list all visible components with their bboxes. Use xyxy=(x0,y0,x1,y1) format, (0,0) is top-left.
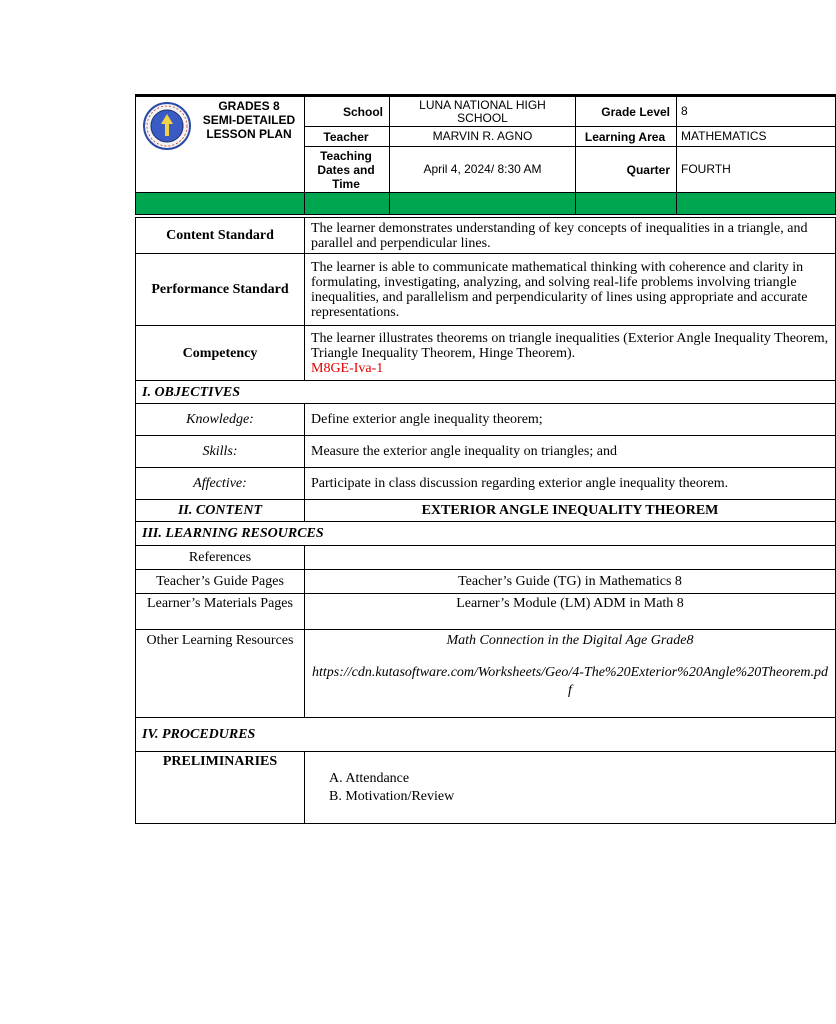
competency-cell xyxy=(305,326,836,381)
list-item: B. Motivation/Review xyxy=(329,789,455,804)
lm-label: Learner’s Materials Pages xyxy=(136,594,305,630)
deped-seal-icon xyxy=(143,102,191,150)
references-value xyxy=(305,546,836,570)
other-resource-book: Math Connection in the Digital Age Grade8 xyxy=(446,633,694,648)
list-item: A. Attendance xyxy=(329,771,410,786)
content-standard-label: Content Standard xyxy=(136,218,305,254)
competency-code: M8GE-Iva-1 xyxy=(311,360,384,376)
learning-area-label: Learning Area xyxy=(576,127,677,147)
competency-text: The learner illustrates theorems on triangle inequalities (Exterior Angle Inequality Theorem, Triangle Inequality Theorem, Hinge Theorem). xyxy=(311,330,829,361)
lesson-table xyxy=(135,217,836,824)
preliminaries-list xyxy=(305,752,836,824)
knowledge-label: Knowledge: xyxy=(136,404,305,436)
references-label: References xyxy=(136,546,305,570)
title-cell xyxy=(136,96,305,193)
teacher-value: MARVIN R. AGNO xyxy=(390,127,576,147)
preliminaries-label: PRELIMINARIES xyxy=(136,752,305,824)
teacher-label: Teacher xyxy=(305,127,390,147)
other-resource-link[interactable]: https://cdn.kutasoftware.com/Worksheets/Geo/4-The%20Exterior%20Angle%20Theorem.pdf xyxy=(312,665,828,698)
content-heading: II. CONTENT xyxy=(136,500,305,522)
teaching-dates-label: Teaching Dates and Time xyxy=(305,147,390,193)
quarter-label: Quarter xyxy=(576,147,677,193)
header-table xyxy=(135,94,836,215)
green-divider-row xyxy=(136,193,836,215)
performance-standard-label: Performance Standard xyxy=(136,254,305,326)
procedures-heading: IV. PROCEDURES xyxy=(136,718,836,752)
skills-label: Skills: xyxy=(136,436,305,468)
learning-resources-heading: III. LEARNING RESOURCES xyxy=(136,522,836,546)
knowledge-text: Define exterior angle inequality theorem; xyxy=(305,404,836,436)
content-standard-text: The learner demonstrates understanding of key concepts of inequalities in a triangle, and parallel and perpendicular lines. xyxy=(305,218,836,254)
competency-label: Competency xyxy=(136,326,305,381)
other-resources-label: Other Learning Resources xyxy=(136,630,305,718)
grade-level-label: Grade Level xyxy=(576,96,677,127)
performance-standard-text: The learner is able to communicate mathematical thinking with coherence and clarity in formulating, investigating, analyzing, and solving real-life problems involving triangle inequalities, and parallelism and perpendicularity of lines using appropriate and accurate representations. xyxy=(305,254,836,326)
affective-label: Affective: xyxy=(136,468,305,500)
content-value: EXTERIOR ANGLE INEQUALITY THEOREM xyxy=(305,500,836,522)
quarter-value: FOURTH xyxy=(677,147,836,193)
school-label: School xyxy=(305,96,390,127)
objectives-heading: I. OBJECTIVES xyxy=(136,381,836,404)
grade-level-value: 8 xyxy=(677,96,836,127)
tg-label: Teacher’s Guide Pages xyxy=(136,570,305,594)
lm-value: Learner’s Module (LM) ADM in Math 8 xyxy=(305,594,836,630)
affective-text: Participate in class discussion regarding exterior angle inequality theorem. xyxy=(305,468,836,500)
learning-area-value: MATHEMATICS xyxy=(677,127,836,147)
document-title: GRADES 8 SEMI-DETAILED LESSON PLAN xyxy=(202,99,296,141)
tg-value: Teacher’s Guide (TG) in Mathematics 8 xyxy=(305,570,836,594)
school-value: LUNA NATIONAL HIGH SCHOOL xyxy=(390,96,576,127)
skills-text: Measure the exterior angle inequality on triangles; and xyxy=(305,436,836,468)
other-resources-cell xyxy=(305,630,836,718)
teaching-dates-value: April 4, 2024/ 8:30 AM xyxy=(390,147,576,193)
